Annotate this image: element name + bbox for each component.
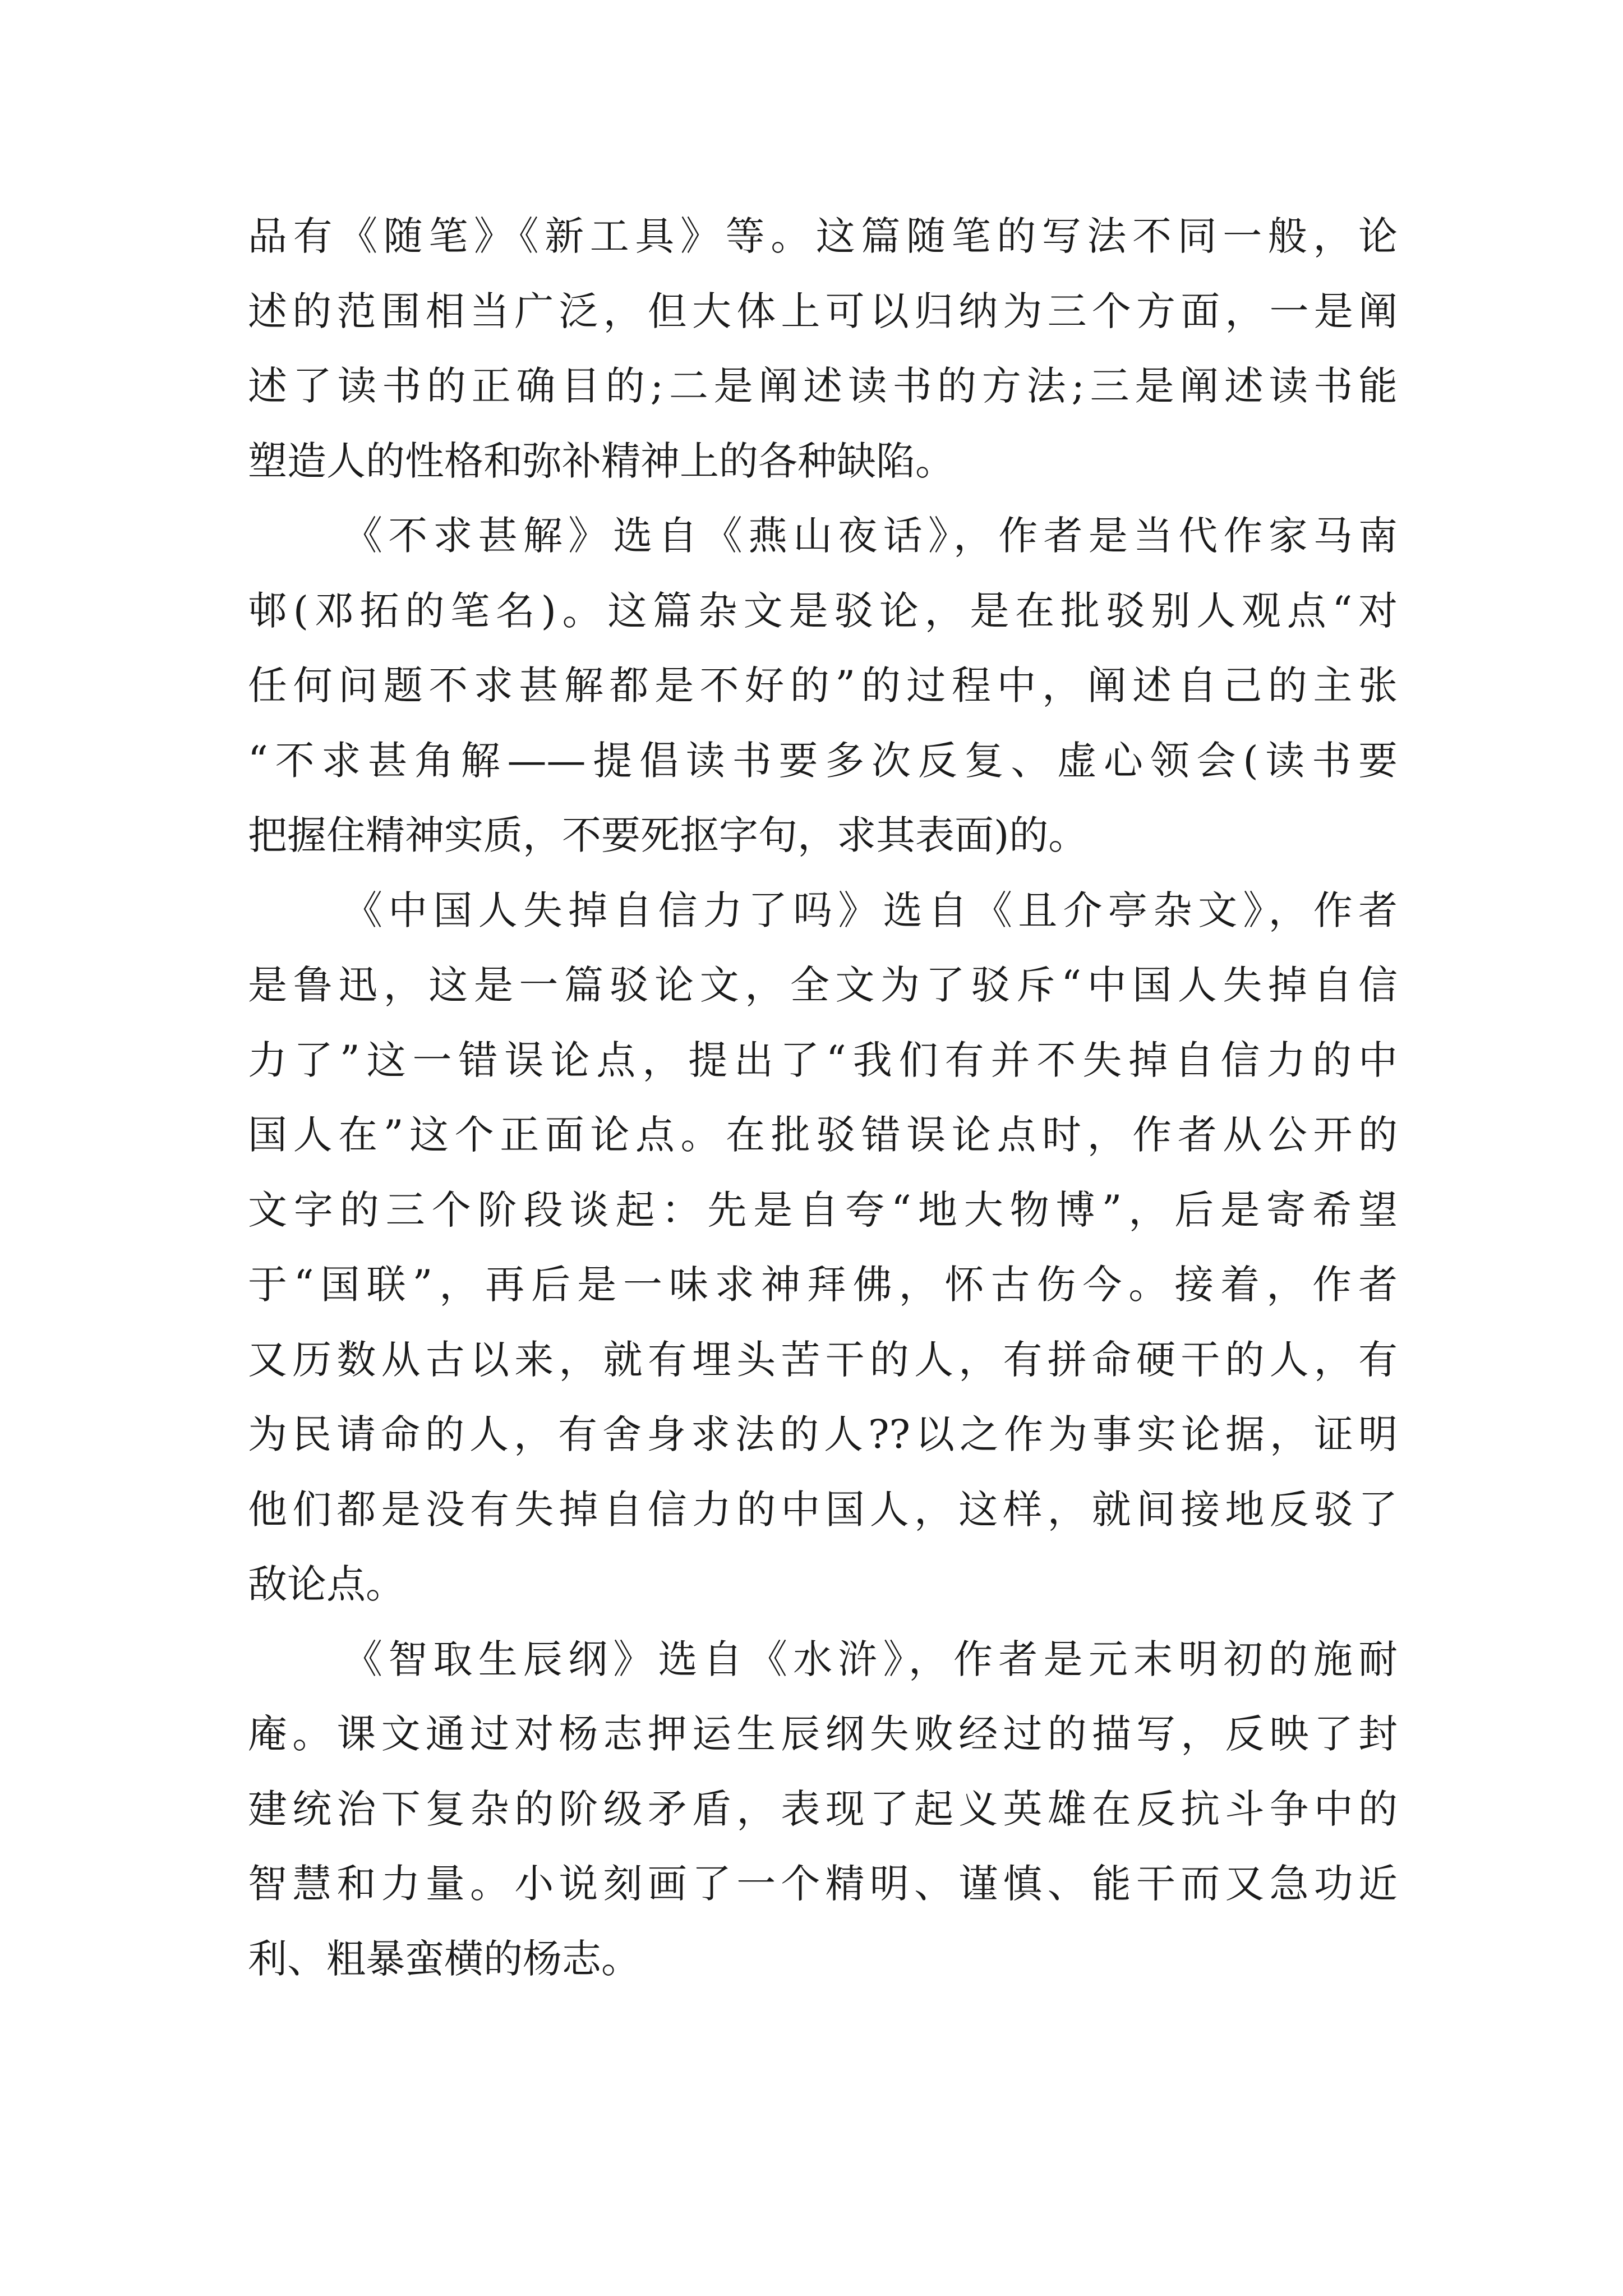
text-line: 述的范围相当广泛，但大体上可以归纳为三个方面，一是阐 — [248, 288, 1398, 334]
text-line: 邨(邓拓的笔名)。这篇杂文是驳论，是在批驳别人观点“对 — [248, 587, 1398, 634]
text-line: 品有《随笔》《新工具》等。这篇随笔的写法不同一般，论 — [248, 213, 1398, 259]
text-line: 为民请命的人，有舍身求法的人??以之作为事实论据，证明 — [248, 1411, 1398, 1457]
text-line: 又历数从古以来，就有埋头苦干的人，有拼命硬干的人，有 — [248, 1336, 1398, 1383]
text-line: “不求甚角解——提倡读书要多次反复、虚心领会(读书要 — [248, 737, 1398, 784]
text-line: 《中国人失掉自信力了吗》选自《且介亭杂文》，作者 — [343, 887, 1398, 933]
paragraph-buqiu-shenjie — [248, 499, 1398, 873]
paragraph-suibi-continuation — [248, 199, 1398, 499]
document-body — [248, 199, 1398, 1996]
text-line: 《不求甚解》选自《燕山夜话》，作者是当代作家马南 — [343, 513, 1398, 559]
text-line: 是鲁迅，这是一篇驳论文，全文为了驳斥“中国人失掉自信 — [248, 962, 1398, 1008]
text-line: 把握住精神实质，不要死抠字句，求其表面)的。 — [248, 812, 1088, 858]
paragraph-zhiqu-shengchengang — [248, 1622, 1398, 1997]
text-line: 于“国联”，再后是一味求神拜佛，怀古伤今。接着，作者 — [248, 1262, 1398, 1308]
text-line: 述了读书的正确目的;二是阐述读书的方法;三是阐述读书能 — [248, 363, 1398, 409]
text-line: 利、粗暴蛮横的杨志。 — [248, 1935, 640, 1982]
text-line: 国人在”这个正面论点。在批驳错误论点时，作者从公开的 — [248, 1112, 1398, 1158]
text-line: 敌论点。 — [248, 1561, 405, 1607]
text-line: 他们都是没有失掉自信力的中国人，这样，就间接地反驳了 — [248, 1486, 1398, 1533]
paragraph-zhongguoren-zixinli — [248, 873, 1398, 1622]
text-line: 任何问题不求甚解都是不好的”的过程中，阐述自己的主张 — [248, 662, 1398, 708]
text-line: 塑造人的性格和弥补精神上的各种缺陷。 — [248, 438, 955, 484]
text-line: 庵。课文通过对杨志押运生辰纲失败经过的描写，反映了封 — [248, 1711, 1398, 1757]
text-line: 文字的三个阶段谈起：先是自夸“地大物博”，后是寄希望 — [248, 1186, 1398, 1233]
text-line: 智慧和力量。小说刻画了一个精明、谨慎、能干而又急功近 — [248, 1861, 1398, 1907]
text-line: 《智取生辰纲》选自《水浒》，作者是元末明初的施耐 — [343, 1636, 1398, 1682]
text-line: 力了”这一错误论点，提出了“我们有并不失掉自信力的中 — [248, 1037, 1398, 1083]
text-line: 建统治下复杂的阶级矛盾，表现了起义英雄在反抗斗争中的 — [248, 1786, 1398, 1832]
